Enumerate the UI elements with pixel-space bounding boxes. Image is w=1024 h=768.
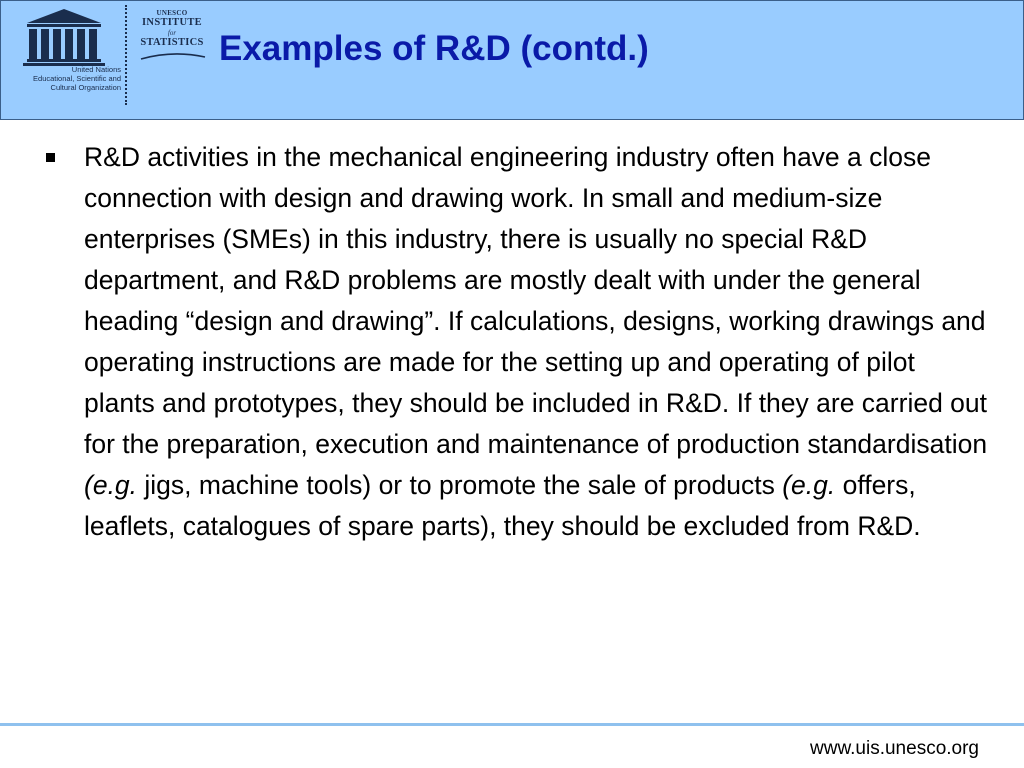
slide-header: [0, 0, 1024, 120]
slide-content: [44, 137, 989, 547]
bullet-text-part: R&D activities in the mechanical engineering industry often have a close connection with design and drawing work. In small and medium-size enterprises (SMEs) in this industry, there is usually no special R&D department, and R&D problems are mostly dealt with under the general heading “design and drawing”. If calculations, designs, working drawings and operating instructions are made for the setting up and operating of pilot plants and prototypes, they should be included in R&D. If they are carried out for the preparation, execution and maintenance of production standardisation: [84, 142, 988, 459]
bullet-text-part: offers, leaflets, catalogues of spare parts), they should be excluded from R&D.: [84, 470, 921, 541]
bullet-text-part: jigs, machine tools) or to promote the sale of products: [137, 470, 783, 500]
uis-logo-line: UNESCO: [156, 9, 188, 17]
unesco-org-name: [1, 65, 121, 92]
unesco-org-line: Cultural Organization: [50, 83, 121, 92]
unesco-org-line: Educational, Scientific and: [33, 74, 121, 83]
bullet-item: [44, 137, 989, 547]
square-bullet-icon: [46, 153, 55, 162]
eg-abbreviation: (e.g.: [84, 470, 138, 500]
footer-divider: [0, 723, 1024, 726]
uis-logo-line: INSTITUTE: [142, 17, 202, 28]
slide-title: Examples of R&D (contd.): [219, 29, 649, 68]
uis-logo-line: for: [167, 29, 177, 37]
unesco-temple-icon: [7, 7, 121, 107]
uis-logo-line: STATISTICS: [140, 37, 204, 48]
unesco-org-line: United Nations: [71, 65, 121, 74]
bullet-text: [84, 137, 989, 547]
uis-swoosh-icon: [139, 50, 207, 62]
footer-url: www.uis.unesco.org: [810, 738, 979, 759]
eg-abbreviation: (e.g.: [782, 470, 836, 500]
logo-divider: [125, 5, 127, 105]
